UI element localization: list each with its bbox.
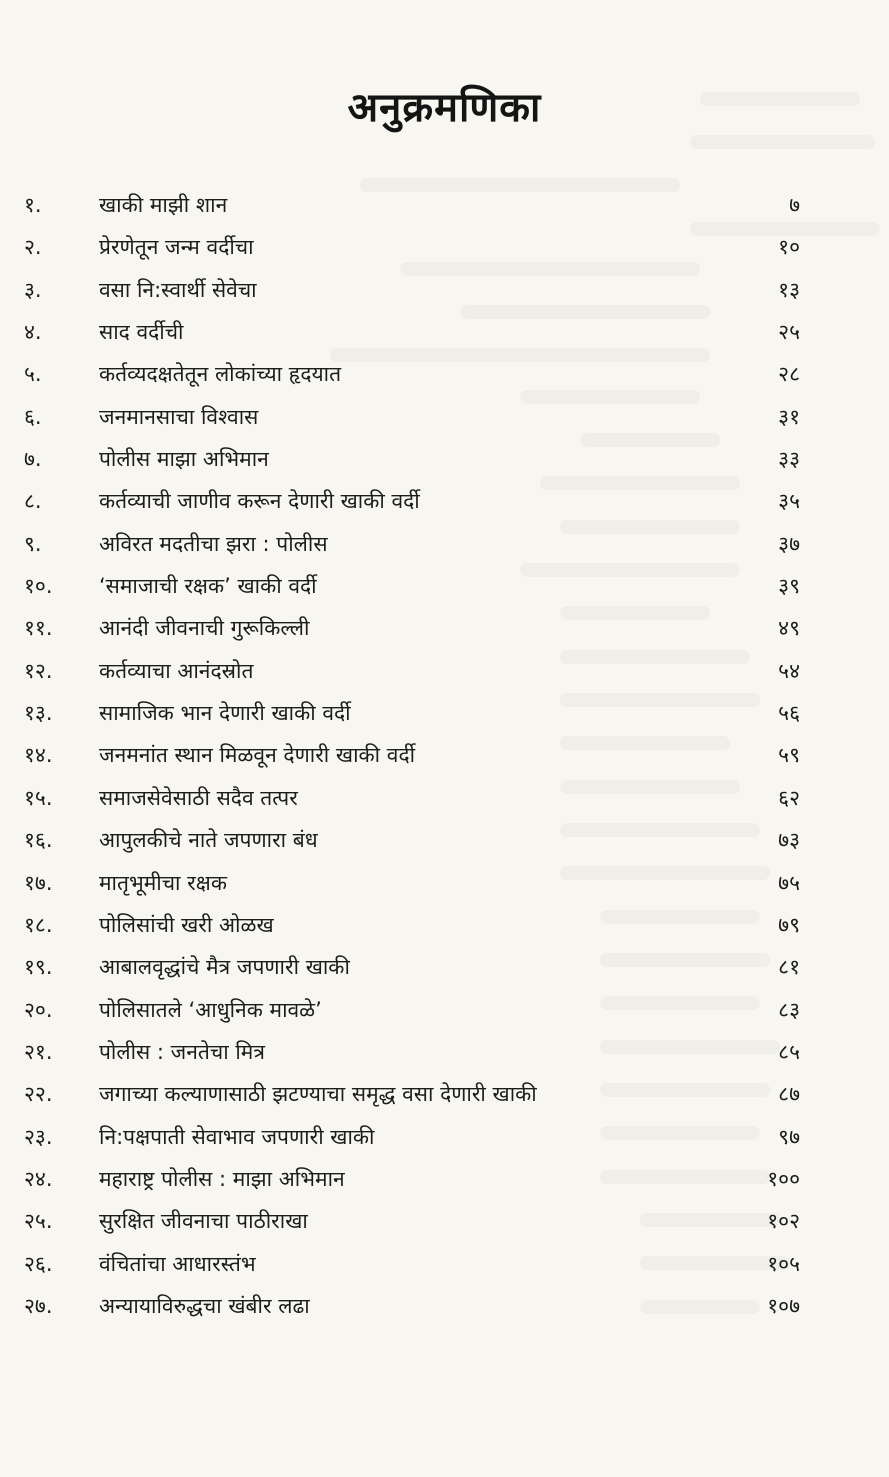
entry-number: ४.	[24, 320, 42, 345]
entry-title: अन्यायाविरुद्धचा खंबीर लढा	[99, 1293, 310, 1318]
entry-title: मातृभूमीचा रक्षक	[99, 870, 227, 895]
entry-number: १.	[24, 193, 42, 217]
entry-page-number: १०	[778, 235, 800, 260]
entry-page-number: २५	[778, 320, 800, 345]
page-title: अनुक्रमणिका	[347, 84, 542, 131]
toc-entry[interactable]	[0, 903, 889, 945]
entry-page-number: ४९	[778, 616, 800, 641]
entry-title: आनंदी जीवनाची गुरूकिल्ली	[99, 616, 310, 641]
entry-number: ८.	[24, 489, 42, 514]
entry-number: १८.	[24, 912, 53, 937]
entry-title: पोलिसातले ‘आधुनिक मावळे’	[99, 997, 322, 1022]
entry-page-number: २८	[778, 362, 800, 387]
entry-page-number: ८३	[778, 997, 800, 1022]
entry-title: अविरत मदतीचा झरा : पोलीस	[99, 531, 328, 556]
entry-number: २०.	[24, 997, 53, 1022]
entry-page-number: ८५	[778, 1039, 800, 1064]
entry-page-number: १०७	[767, 1293, 800, 1318]
entry-page-number: ३५	[778, 489, 800, 514]
entry-title: जनमानसाचा विश्वास	[99, 404, 259, 429]
toc-entry[interactable]	[0, 733, 889, 775]
entry-number: १९.	[24, 955, 53, 980]
entry-title: खाकी माझी शान	[99, 193, 228, 217]
entry-number: ९.	[24, 531, 42, 556]
entry-page-number: ८१	[778, 955, 800, 980]
entry-page-number: १०२	[767, 1209, 800, 1234]
toc-entry[interactable]	[0, 522, 889, 564]
entry-page-number: १००	[767, 1166, 800, 1191]
table-of-contents	[0, 183, 889, 1326]
toc-entry[interactable]	[0, 1284, 889, 1326]
toc-entry[interactable]	[0, 606, 889, 648]
toc-entry[interactable]	[0, 1072, 889, 1114]
entry-page-number: ६२	[778, 785, 800, 810]
entry-number: २.	[24, 235, 42, 260]
toc-entry[interactable]	[0, 1115, 889, 1157]
entry-title: प्रेरणेतून जन्म वर्दीचा	[99, 235, 254, 260]
entry-title: साद वर्दीची	[99, 320, 184, 345]
toc-entry[interactable]	[0, 437, 889, 479]
entry-title: वंचितांचा आधारस्तंभ	[99, 1251, 256, 1276]
entry-page-number: ५६	[778, 701, 800, 726]
entry-page-number: ३७	[778, 531, 800, 556]
toc-entry[interactable]	[0, 183, 889, 225]
entry-page-number: ३१	[778, 404, 800, 429]
entry-number: ११.	[24, 616, 53, 641]
toc-entry[interactable]	[0, 649, 889, 691]
toc-entry[interactable]	[0, 395, 889, 437]
toc-entry[interactable]	[0, 861, 889, 903]
toc-entry[interactable]	[0, 564, 889, 606]
entry-title: पोलीस : जनतेचा मित्र	[99, 1039, 265, 1064]
entry-page-number: ७	[789, 193, 800, 217]
entry-title: नि:पक्षपाती सेवाभाव जपणारी खाकी	[99, 1124, 375, 1149]
entry-number: २३.	[24, 1124, 53, 1149]
entry-page-number: ३९	[778, 574, 800, 599]
entry-number: २४.	[24, 1166, 53, 1191]
entry-page-number: ७९	[778, 912, 800, 937]
entry-number: २२.	[24, 1082, 53, 1107]
entry-page-number: ८७	[778, 1082, 800, 1107]
entry-number: ६.	[24, 404, 42, 429]
entry-number: ७.	[24, 447, 42, 472]
entry-title: कर्तव्याची जाणीव करून देणारी खाकी वर्दी	[99, 489, 420, 514]
entry-page-number: १३	[778, 277, 800, 302]
entry-title: जगाच्या कल्याणासाठी झटण्याचा समृद्ध वसा देणारी खाकी	[99, 1082, 537, 1107]
toc-entry[interactable]	[0, 691, 889, 733]
entry-number: ५.	[24, 362, 42, 387]
entry-number: २१.	[24, 1039, 53, 1064]
toc-entry[interactable]	[0, 1242, 889, 1284]
entry-number: २७.	[24, 1293, 53, 1318]
toc-entry[interactable]	[0, 310, 889, 352]
entry-number: २६.	[24, 1251, 53, 1276]
entry-page-number: ५४	[778, 658, 800, 683]
toc-entry[interactable]	[0, 479, 889, 521]
entry-page-number: १०५	[767, 1251, 800, 1276]
toc-entry[interactable]	[0, 818, 889, 860]
toc-entry[interactable]	[0, 352, 889, 394]
toc-entry[interactable]	[0, 1030, 889, 1072]
entry-number: १७.	[24, 870, 53, 895]
entry-title: कर्तव्यदक्षतेतून लोकांच्या हृदयात	[99, 362, 342, 387]
entry-number: १२.	[24, 658, 53, 683]
entry-title: पोलीस माझा अभिमान	[99, 447, 269, 472]
entry-page-number: ९७	[778, 1124, 800, 1149]
toc-entry[interactable]	[0, 1157, 889, 1199]
entry-number: १३.	[24, 701, 53, 726]
entry-number: १६.	[24, 828, 53, 853]
entry-title: आपुलकीचे नाते जपणारा बंध	[99, 828, 318, 853]
toc-entry[interactable]	[0, 945, 889, 987]
toc-entry[interactable]	[0, 225, 889, 267]
entry-number: १४.	[24, 743, 53, 768]
entry-title: सामाजिक भान देणारी खाकी वर्दी	[99, 701, 351, 726]
entry-number: ३.	[24, 277, 42, 302]
toc-entry[interactable]	[0, 776, 889, 818]
entry-title: पोलिसांची खरी ओळख	[99, 912, 274, 937]
entry-number: १५.	[24, 785, 53, 810]
entry-title: कर्तव्याचा आनंदस्रोत	[99, 658, 254, 683]
entry-title: सुरक्षित जीवनाचा पाठीराखा	[99, 1209, 308, 1234]
entry-page-number: ७३	[778, 828, 800, 853]
entry-title: ‘समाजाची रक्षक’ खाकी वर्दी	[99, 574, 317, 599]
entry-number: १०.	[24, 574, 53, 599]
toc-entry[interactable]	[0, 268, 889, 310]
toc-entry[interactable]	[0, 988, 889, 1030]
entry-page-number: ३३	[778, 447, 800, 472]
entry-title: वसा नि:स्वार्थी सेवेचा	[99, 277, 257, 302]
entry-page-number: ५९	[778, 743, 800, 768]
entry-title: महाराष्ट्र पोलीस : माझा अभिमान	[99, 1166, 345, 1191]
entry-page-number: ७५	[778, 870, 800, 895]
toc-entry[interactable]	[0, 1199, 889, 1241]
entry-title: समाजसेवेसाठी सदैव तत्पर	[99, 785, 298, 810]
entry-number: २५.	[24, 1209, 53, 1234]
entry-title: आबालवृद्धांचे मैत्र जपणारी खाकी	[99, 955, 350, 980]
entry-title: जनमनांत स्थान मिळवून देणारी खाकी वर्दी	[99, 743, 416, 768]
